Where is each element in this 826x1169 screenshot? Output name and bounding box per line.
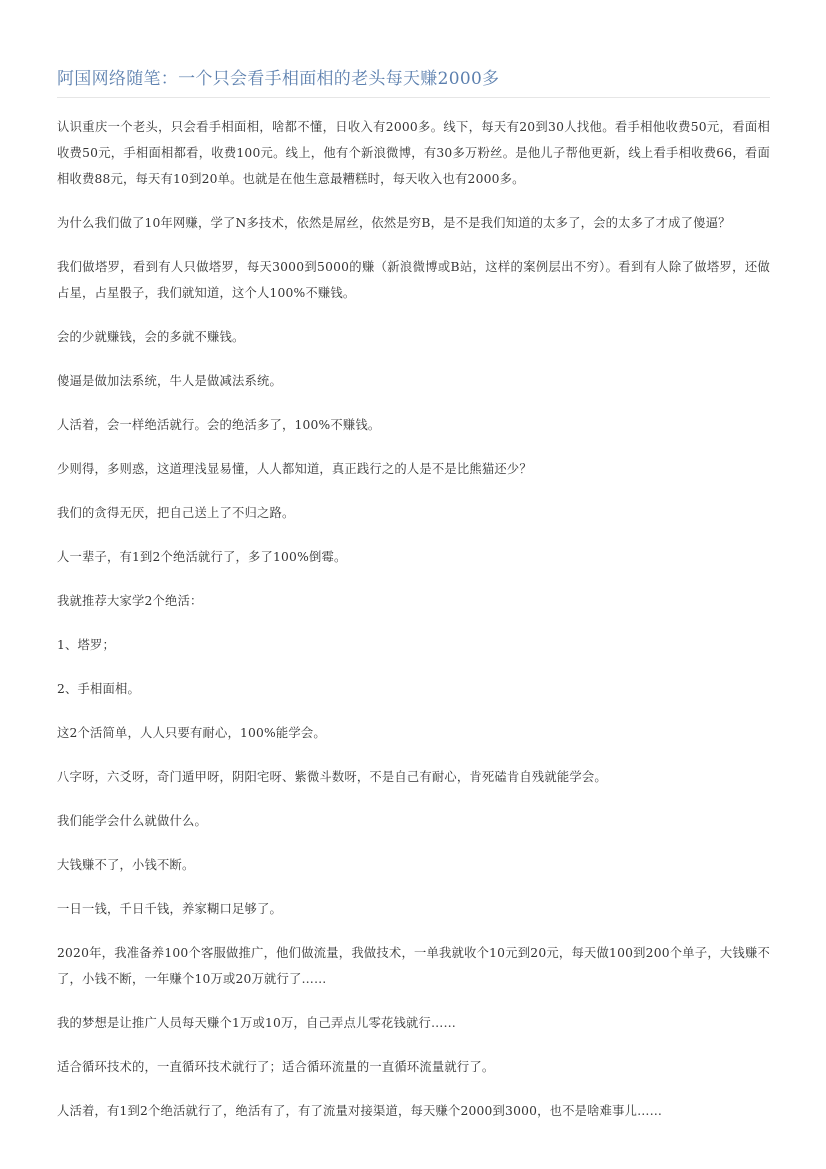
article-title: 阿国网络随笔：一个只会看手相面相的老头每天赚2000多 <box>57 69 500 89</box>
article-body <box>57 114 770 1142</box>
paragraph-18: 2020年，我准备养100个客服做推广，他们做流量，我做技术，一单我就收个10元到20元，每天做100到200个单子，大钱赚不了，小钱不断，一年赚个10万或20万就行了…… <box>57 946 770 986</box>
paragraph-10: 我就推荐大家学2个绝活： <box>57 594 203 608</box>
list-item-palmistry: 2、手相面相。 <box>57 682 141 696</box>
paragraph-20: 适合循环技术的，一直循环技术就行了；适合循环流量的一直循环流量就行了。 <box>57 1060 495 1074</box>
paragraph-5: 傻逼是做加法系统，牛人是做减法系统。 <box>57 374 282 388</box>
paragraph-21: 人活着，有1到2个绝活就行了，绝活有了，有了流量对接渠道，每天赚个2000到3000，也不是啥难事儿…… <box>57 1104 663 1118</box>
paragraph-1: 认识重庆一个老头，只会看手相面相，啥都不懂，日收入有2000多。线下，每天有20到30人找他。看手相他收费50元，看面相收费50元，手相面相都看，收费100元。线上，他有个新浪微博，有30多万粉丝。是他儿子帮他更新，线上看手相收费66，看面相收费88元，每天有10到20单。也就是在他生意最糟糕时，每天收入也有2000多。 <box>57 120 770 186</box>
paragraph-7: 少则得，多则惑，这道理浅显易懂，人人都知道，真正践行之的人是不是比熊猫还少？ <box>57 462 532 476</box>
paragraph-8: 我们的贪得无厌，把自己送上了不归之路。 <box>57 506 295 520</box>
paragraph-4: 会的少就赚钱，会的多就不赚钱。 <box>57 330 245 344</box>
paragraph-9: 人一辈子，有1到2个绝活就行了，多了100%倒霉。 <box>57 550 347 564</box>
paragraph-3: 我们做塔罗，看到有人只做塔罗，每天3000到5000的赚（新浪微博或B站，这样的案例层出不穷）。看到有人除了做塔罗，还做占星，占星骰子，我们就知道，这个人100%不赚钱。 <box>57 260 770 300</box>
title-divider <box>57 97 770 98</box>
paragraph-2: 为什么我们做了10年网赚，学了N多技术，依然是屌丝，依然是穷B，是不是我们知道的太多了，会的太多了才成了傻逼？ <box>57 216 731 230</box>
paragraph-6: 人活着，会一样绝活就行。会的绝活多了，100%不赚钱。 <box>57 418 381 432</box>
paragraph-14: 八字呀，六爻呀，奇门遁甲呀，阴阳宅呀、紫微斗数呀，不是自己有耐心，肯死磕肯自残就能学会。 <box>57 770 607 784</box>
list-item-tarot: 1、塔罗； <box>57 638 116 652</box>
paragraph-13: 这2个活简单，人人只要有耐心，100%能学会。 <box>57 726 326 740</box>
paragraph-17: 一日一钱，千日千钱，养家糊口足够了。 <box>57 902 282 916</box>
paragraph-15: 我们能学会什么就做什么。 <box>57 814 207 828</box>
paragraph-16: 大钱赚不了，小钱不断。 <box>57 858 195 872</box>
paragraph-19: 我的梦想是让推广人员每天赚个1万或10万，自己弄点儿零花钱就行…… <box>57 1016 456 1030</box>
